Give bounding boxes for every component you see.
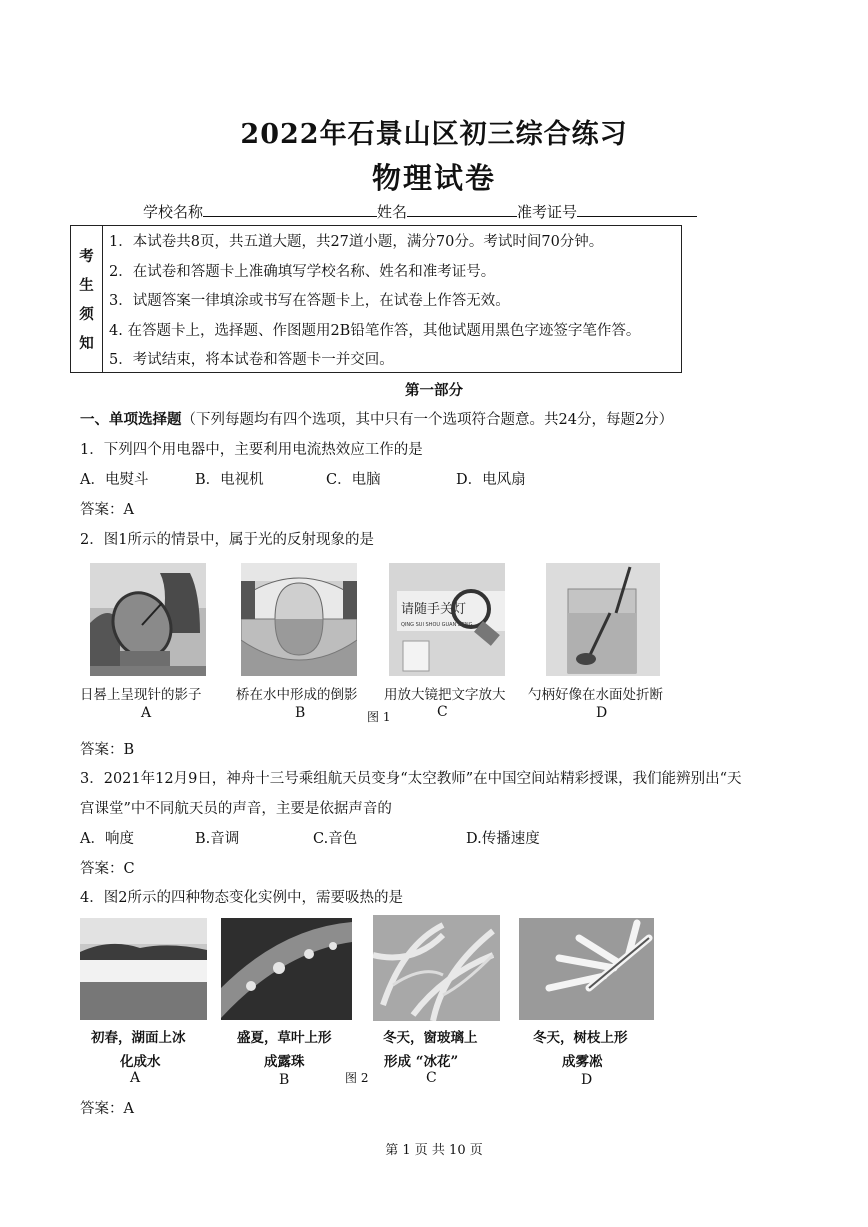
sundial-image bbox=[90, 563, 206, 676]
school-blank bbox=[203, 201, 377, 217]
magnifier-sign-image bbox=[389, 563, 505, 676]
fig1-caption-a: 日晷上呈现针的影子 bbox=[80, 687, 202, 703]
q1-option-c: C．电脑 bbox=[326, 472, 381, 488]
section-title: 一、单项选择题 bbox=[80, 411, 182, 428]
q2-answer: 答案：B bbox=[80, 742, 135, 758]
exam-no-label: 准考证号 bbox=[517, 203, 578, 221]
q3-answer: 答案：C bbox=[80, 861, 135, 877]
fig1-caption-b: 桥在水中形成的倒影 bbox=[236, 687, 358, 703]
page-subtitle: 物理试卷 bbox=[371, 161, 496, 195]
q1-answer: 答案：A bbox=[80, 502, 134, 518]
lake-ice-image bbox=[80, 918, 207, 1020]
fig2-caption-b-line1: 盛夏，草叶上形 bbox=[237, 1030, 332, 1046]
notice-item: 5．考试结束，将本试卷和答题卡一并交回。 bbox=[109, 352, 394, 368]
fig2-caption-c-line1: 冬天，窗玻璃上 bbox=[383, 1030, 478, 1046]
section-heading bbox=[80, 410, 673, 430]
question-1-stem: 1．下列四个用电器中，主要利用电流热效应工作的是 bbox=[80, 442, 423, 458]
ice-flower-image bbox=[373, 915, 500, 1021]
notice-item: 2．在试卷和答题卡上准确填写学校名称、姓名和准考证号。 bbox=[109, 263, 496, 280]
notice-items bbox=[109, 232, 640, 380]
question-2-stem: 2．图1所示的情景中，属于光的反射现象的是 bbox=[80, 532, 374, 548]
fig1-letter-b: B bbox=[295, 705, 306, 721]
notice-item: 4. 在答题卡上，选择题、作图题用2B铅笔作答，其他试题用黑色字迹签字笔作答。 bbox=[109, 322, 641, 339]
dew-drops-image bbox=[221, 918, 352, 1020]
name-blank bbox=[407, 201, 517, 217]
fig1-caption-d: 勺柄好像在水面处折断 bbox=[528, 687, 663, 703]
fig2-caption-c-line2: 形成 “冰花” bbox=[384, 1054, 459, 1070]
exam-notice-box bbox=[70, 225, 682, 373]
notice-item: 1．本试卷共8页，共五道大题，共27道小题，满分70分。考试时间70分钟。 bbox=[109, 234, 604, 250]
notice-item: 3．试题答案一律填涂或书写在答题卡上，在试卷上作答无效。 bbox=[109, 293, 510, 309]
fig2-caption-d-line2: 成雾凇 bbox=[562, 1054, 603, 1070]
q3-option-a: A．响度 bbox=[80, 831, 134, 847]
q1-option-a: A．电熨斗 bbox=[80, 472, 149, 488]
q3-option-d: D.传播速度 bbox=[466, 831, 540, 847]
notice-side-label bbox=[71, 226, 103, 372]
question-3-stem-line1: 3．2021年12月9日，神舟十三号乘组航天员变身“太空教师”在中国空间站精彩授课，我们能辨别出“天 bbox=[80, 771, 742, 787]
school-label: 学校名称 bbox=[143, 203, 204, 221]
notice-side-char: 须 bbox=[79, 306, 94, 323]
q3-option-c: C.音色 bbox=[313, 831, 358, 847]
fig1-caption-c: 用放大镜把文字放大 bbox=[384, 687, 506, 703]
part-heading: 第一部分 bbox=[405, 382, 463, 399]
fig1-letter-a: A bbox=[141, 705, 152, 721]
q1-option-b: B．电视机 bbox=[195, 472, 264, 488]
page-title: 2022年石景山区初三综合练习 bbox=[240, 119, 628, 150]
notice-side-char: 知 bbox=[79, 335, 94, 352]
student-info-line bbox=[143, 201, 697, 222]
q1-option-d: D．电风扇 bbox=[456, 472, 526, 488]
fig2-letter-a: A bbox=[130, 1070, 141, 1086]
fig1-label: 图 1 bbox=[367, 710, 391, 724]
sign-pinyin: QING SUI SHOU GUAN DENG bbox=[401, 622, 473, 628]
question-3-stem-line2: 宫课堂”中不同航天员的声音，主要是依据声音的 bbox=[80, 801, 392, 817]
fig2-caption-d-line1: 冬天，树枝上形 bbox=[533, 1030, 628, 1046]
notice-side-char: 考 bbox=[79, 248, 94, 265]
fig2-label: 图 2 bbox=[345, 1071, 369, 1085]
sign-text: 请随手关灯 bbox=[401, 602, 467, 617]
q3-option-b: B.音调 bbox=[195, 831, 240, 847]
q4-answer: 答案：A bbox=[80, 1101, 134, 1117]
name-label: 姓名 bbox=[377, 203, 408, 221]
fig1-letter-c: C bbox=[437, 704, 448, 720]
fig1-letter-d: D bbox=[596, 705, 608, 721]
fig2-caption-a-line2: 化成水 bbox=[120, 1054, 161, 1070]
fig2-caption-a-line1: 初春，湖面上冰 bbox=[91, 1030, 186, 1046]
notice-side-char: 生 bbox=[79, 277, 94, 294]
fig2-letter-b: B bbox=[279, 1072, 290, 1088]
arch-bridge-image bbox=[241, 563, 357, 676]
fig2-letter-c: C bbox=[426, 1070, 437, 1086]
exam-no-blank bbox=[577, 201, 697, 217]
section-note: （下列每题均有四个选项，其中只有一个选项符合题意。共24分，每题2分） bbox=[181, 412, 674, 428]
fig2-caption-b-line2: 成露珠 bbox=[264, 1054, 305, 1070]
spoon-in-water-image bbox=[546, 563, 660, 676]
fig2-letter-d: D bbox=[581, 1072, 593, 1088]
rime-branch-image bbox=[519, 918, 654, 1020]
question-4-stem: 4．图2所示的四种物态变化实例中，需要吸热的是 bbox=[80, 890, 403, 906]
page-number: 第 1 页 共 10 页 bbox=[385, 1143, 483, 1158]
